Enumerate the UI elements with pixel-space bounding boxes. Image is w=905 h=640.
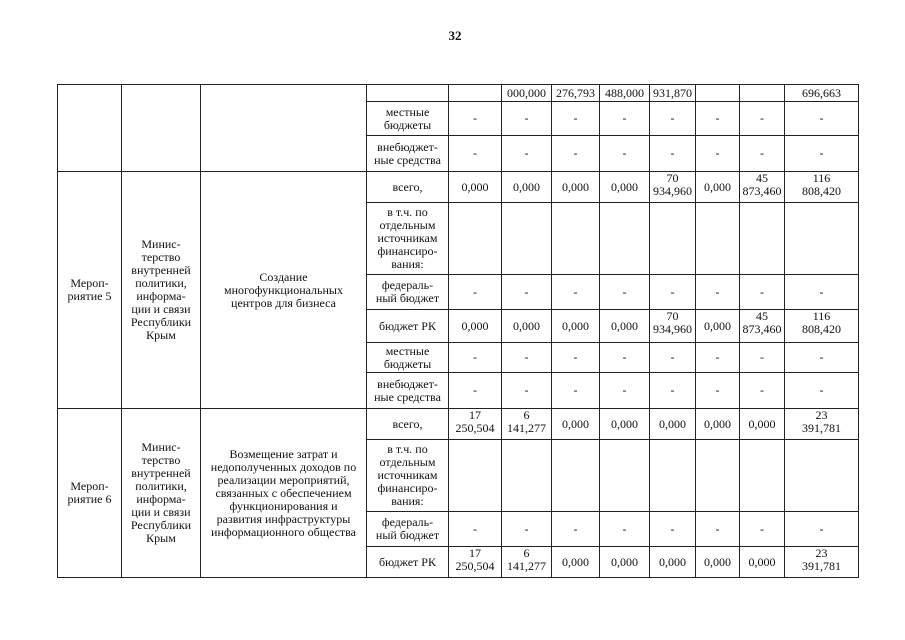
- funding-source-cell: внебюджет- ные средства: [367, 136, 449, 172]
- value-cell: -: [650, 343, 696, 373]
- value-cell: [502, 203, 552, 275]
- value-cell: [502, 440, 552, 512]
- value-cell: 45 873,460: [740, 310, 785, 343]
- value-cell: 0,000: [449, 310, 502, 343]
- value-cell: [449, 440, 502, 512]
- measure-name: Мероп- риятие 6: [58, 409, 122, 578]
- executor-cell: [122, 85, 201, 172]
- funding-source-cell: в т.ч. по отдельным источникам финансиро- вания:: [367, 203, 449, 275]
- value-cell: -: [696, 102, 740, 136]
- value-cell: 23 391,781: [785, 547, 859, 578]
- value-cell: 0,000: [552, 547, 600, 578]
- value-cell: 0,000: [552, 310, 600, 343]
- value-cell: -: [449, 343, 502, 373]
- value-cell: -: [696, 275, 740, 310]
- value-cell: [449, 85, 502, 102]
- value-cell: -: [449, 102, 502, 136]
- table-row: [58, 172, 859, 203]
- value-cell: -: [502, 136, 552, 172]
- value-cell: 17 250,504: [449, 409, 502, 440]
- value-cell: -: [740, 373, 785, 409]
- title-cell: [201, 85, 367, 172]
- value-cell: -: [785, 136, 859, 172]
- value-cell: 0,000: [650, 409, 696, 440]
- value-cell: -: [502, 343, 552, 373]
- executor-name: Минис- терство внутренней политики, информа- ции и связи Республики Крым: [122, 409, 201, 578]
- value-cell: 116 808,420: [785, 172, 859, 203]
- value-cell: -: [785, 102, 859, 136]
- budget-table: [57, 84, 859, 578]
- value-cell: -: [600, 373, 650, 409]
- value-cell: -: [696, 136, 740, 172]
- value-cell: 488,000: [600, 85, 650, 102]
- value-cell: [650, 440, 696, 512]
- value-cell: -: [650, 373, 696, 409]
- value-cell: 70 934,960: [650, 172, 696, 203]
- value-cell: -: [696, 343, 740, 373]
- value-cell: [740, 440, 785, 512]
- value-cell: -: [502, 102, 552, 136]
- value-cell: -: [650, 136, 696, 172]
- value-cell: 0,000: [696, 547, 740, 578]
- value-cell: -: [650, 512, 696, 547]
- value-cell: -: [696, 373, 740, 409]
- value-cell: [600, 440, 650, 512]
- value-cell: 0,000: [600, 310, 650, 343]
- value-cell: 0,000: [502, 310, 552, 343]
- value-cell: 116 808,420: [785, 310, 859, 343]
- value-cell: -: [502, 512, 552, 547]
- value-cell: -: [785, 512, 859, 547]
- value-cell: 276,793: [552, 85, 600, 102]
- value-cell: -: [785, 343, 859, 373]
- value-cell: -: [449, 275, 502, 310]
- value-cell: [740, 85, 785, 102]
- funding-source-cell: всего,: [367, 409, 449, 440]
- value-cell: 0,000: [650, 547, 696, 578]
- table-row: [58, 85, 859, 102]
- page-number: 32: [448, 28, 462, 43]
- measure-name: Мероп- риятие 5: [58, 172, 122, 409]
- value-cell: 0,000: [740, 409, 785, 440]
- measure-title: Создание многофункциональных центров для бизнеса: [201, 172, 367, 409]
- value-cell: -: [449, 512, 502, 547]
- value-cell: -: [502, 373, 552, 409]
- value-cell: 0,000: [696, 172, 740, 203]
- funding-source-cell: в т.ч. по отдельным источникам финансиро- вания:: [367, 440, 449, 512]
- value-cell: -: [600, 343, 650, 373]
- value-cell: 0,000: [740, 547, 785, 578]
- funding-source-cell: местные бюджеты: [367, 343, 449, 373]
- value-cell: [785, 440, 859, 512]
- value-cell: 6 141,277: [502, 547, 552, 578]
- value-cell: [740, 203, 785, 275]
- value-cell: -: [650, 275, 696, 310]
- funding-source-cell: [367, 85, 449, 102]
- value-cell: [449, 203, 502, 275]
- value-cell: 70 934,960: [650, 310, 696, 343]
- value-cell: -: [600, 275, 650, 310]
- funding-source-cell: внебюджет- ные средства: [367, 373, 449, 409]
- value-cell: -: [696, 512, 740, 547]
- value-cell: [696, 440, 740, 512]
- funding-source-cell: федераль- ный бюджет: [367, 275, 449, 310]
- funding-source-cell: местные бюджеты: [367, 102, 449, 136]
- value-cell: 0,000: [502, 172, 552, 203]
- value-cell: -: [785, 373, 859, 409]
- funding-source-cell: всего,: [367, 172, 449, 203]
- value-cell: -: [552, 373, 600, 409]
- funding-source-cell: бюджет РК: [367, 310, 449, 343]
- value-cell: -: [552, 102, 600, 136]
- value-cell: [696, 203, 740, 275]
- value-cell: 6 141,277: [502, 409, 552, 440]
- value-cell: -: [740, 275, 785, 310]
- value-cell: 0,000: [600, 547, 650, 578]
- value-cell: -: [650, 102, 696, 136]
- value-cell: 23 391,781: [785, 409, 859, 440]
- value-cell: -: [740, 136, 785, 172]
- table-row: [58, 409, 859, 440]
- value-cell: -: [600, 136, 650, 172]
- value-cell: 0,000: [600, 409, 650, 440]
- executor-name: Минис- терство внутренней политики, информа- ции и связи Республики Крым: [122, 172, 201, 409]
- value-cell: 931,870: [650, 85, 696, 102]
- value-cell: -: [600, 512, 650, 547]
- value-cell: [696, 85, 740, 102]
- value-cell: 0,000: [449, 172, 502, 203]
- measure-title: Возмещение затрат и недополученных доходов по реализации мероприятий, связанных с обеспечением функционирования и развития инфраструктуры информационного общества: [201, 409, 367, 578]
- value-cell: 0,000: [552, 172, 600, 203]
- funding-source-cell: федераль- ный бюджет: [367, 512, 449, 547]
- budget-table-body: [58, 85, 859, 578]
- value-cell: [552, 203, 600, 275]
- value-cell: -: [449, 373, 502, 409]
- value-cell: 000,000: [502, 85, 552, 102]
- value-cell: -: [552, 512, 600, 547]
- value-cell: -: [740, 512, 785, 547]
- value-cell: -: [785, 275, 859, 310]
- value-cell: 0,000: [552, 409, 600, 440]
- value-cell: 0,000: [696, 310, 740, 343]
- value-cell: -: [600, 102, 650, 136]
- value-cell: 696,663: [785, 85, 859, 102]
- value-cell: 45 873,460: [740, 172, 785, 203]
- value-cell: -: [740, 343, 785, 373]
- value-cell: [600, 203, 650, 275]
- value-cell: [785, 203, 859, 275]
- value-cell: -: [552, 136, 600, 172]
- value-cell: -: [552, 343, 600, 373]
- measure-cell: [58, 85, 122, 172]
- value-cell: -: [449, 136, 502, 172]
- value-cell: [650, 203, 696, 275]
- value-cell: 0,000: [696, 409, 740, 440]
- value-cell: -: [740, 102, 785, 136]
- value-cell: -: [502, 275, 552, 310]
- value-cell: [552, 440, 600, 512]
- value-cell: -: [552, 275, 600, 310]
- value-cell: 17 250,504: [449, 547, 502, 578]
- funding-source-cell: бюджет РК: [367, 547, 449, 578]
- value-cell: 0,000: [600, 172, 650, 203]
